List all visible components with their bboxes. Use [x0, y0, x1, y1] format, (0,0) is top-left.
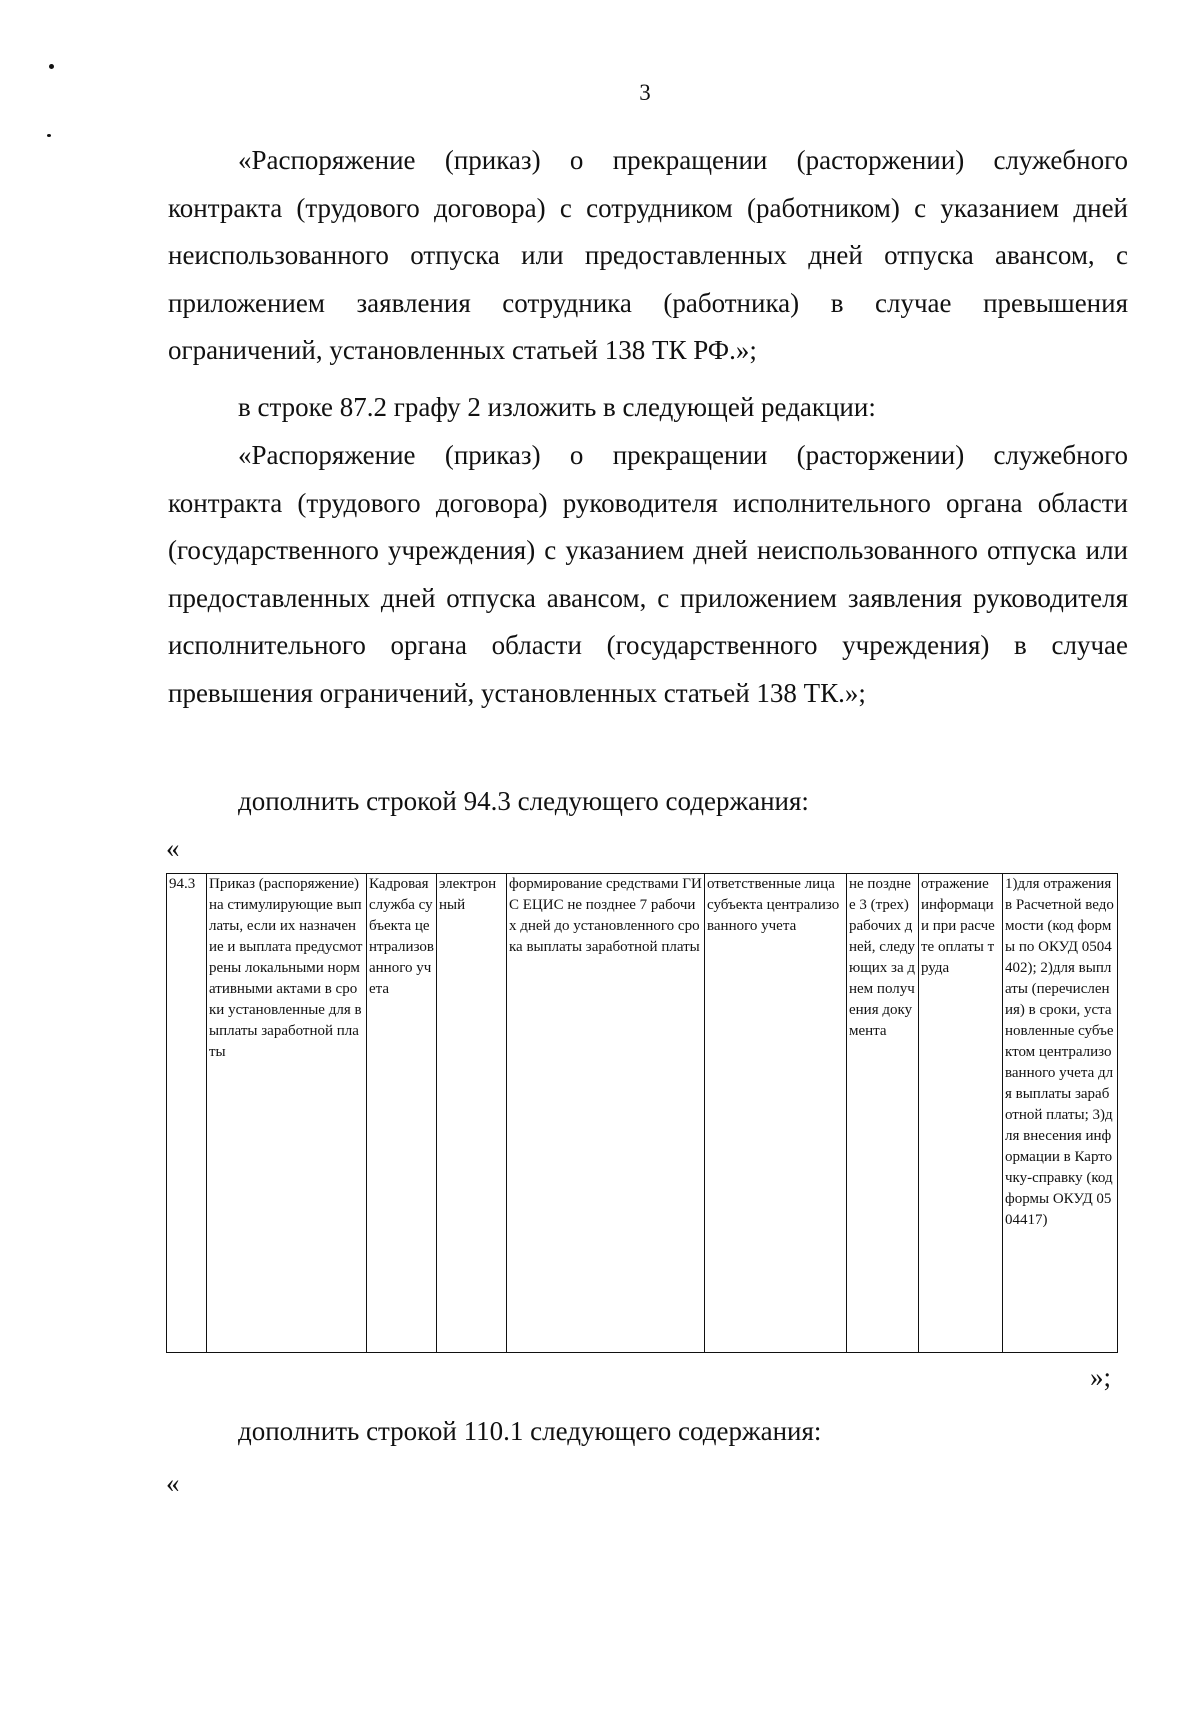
table-close-quote: »; [1090, 1362, 1112, 1392]
cell-reflection: отражение информации при расчете оплаты труда [919, 874, 1003, 1353]
scan-speck-dot [49, 64, 54, 69]
cell-row-number: 94.3 [167, 874, 207, 1353]
paragraph-quoted-order-employee: «Распоряжение (приказ) о прекращении (расторжении) служебного контракта (трудового договора) с сотрудником (работником) с указанием дней неиспользованного отпуска или предоставленных дней отпуска авансом, с приложением заявления сотрудника (работника) в случае превышения ограничений, установленных статьей 138 ТК РФ.»; [168, 145, 1128, 365]
final-open-quote: « [166, 1468, 180, 1498]
cell-responsible-persons: ответственные лица субъекта централизованного учета [705, 874, 847, 1353]
table-open-quote: « [166, 833, 180, 863]
scan-speck-dot [47, 134, 51, 137]
cell-formation: формирование средствами ГИС ЕЦИС не позднее 7 рабочих дней до установленного срока выплаты заработной платы [507, 874, 705, 1353]
paragraph-row-94-3-instruction: дополнить строкой 94.3 следующего содержания: [238, 786, 809, 816]
page-number: 3 [639, 80, 651, 105]
cell-purpose: 1)для отражения в Расчетной ведомости (код формы по ОКУД 0504402); 2)для выплаты (перечисления) в сроки, установленные субъектом централизованного учета для выплаты заработной платы; 3)для внесения информации в Карточку-справку (код формы ОКУД 0504417) [1003, 874, 1118, 1353]
paragraph-quoted-order-head: «Распоряжение (приказ) о прекращении (расторжении) служебного контракта (трудового договора) руководителя исполнительного органа области (государственного учреждения) с указанием дней неиспользованного отпуска или предоставленных дней отпуска авансом, с приложением заявления руководителя исполнительного органа области (государственного учреждения) в случае превышения ограничений, установленных статьей 138 ТК.»; [168, 440, 1128, 708]
cell-format: электронный [437, 874, 507, 1353]
cell-document-name: Приказ (распоряжение) на стимулирующие выплаты, если их назначение и выплата предусмотрены локальными нормативными актами в сроки установленные для выплаты заработной платы [207, 874, 367, 1353]
paragraph-row-87-2-instruction: в строке 87.2 графу 2 изложить в следующей редакции: [238, 392, 876, 422]
row-94-3-table [166, 873, 1118, 1353]
cell-deadline: не позднее 3 (трех) рабочих дней, следующих за днем получения документа [847, 874, 919, 1353]
table-row [167, 874, 1118, 1353]
paragraph-row-110-1-instruction: дополнить строкой 110.1 следующего содержания: [238, 1416, 822, 1446]
cell-responsible-unit: Кадровая служба субъекта централизованного учета [367, 874, 437, 1353]
